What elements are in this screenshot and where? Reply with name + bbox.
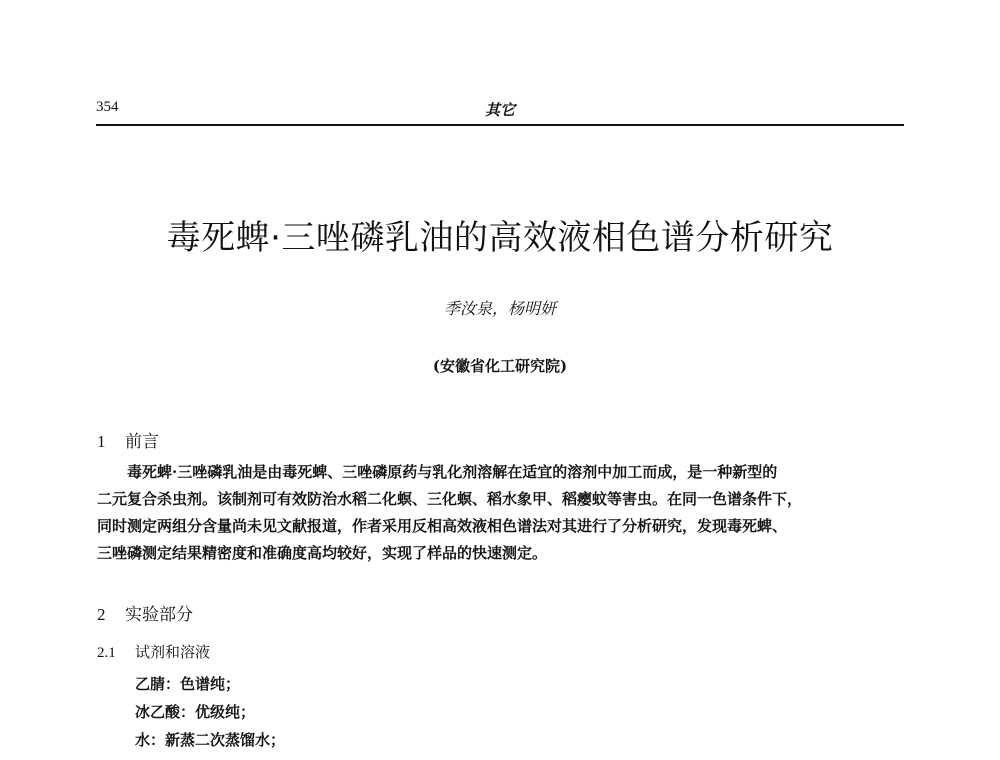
reagent-item: 乙腈：色谱纯； bbox=[135, 675, 241, 693]
header-rule bbox=[96, 124, 904, 126]
running-head-section: 其它 bbox=[484, 101, 515, 119]
subsection-number: 2.1 bbox=[97, 645, 116, 661]
section-title: 前言 bbox=[125, 432, 159, 452]
paper-title: 毒死蜱·三唑磷乳油的高效液相色谱分析研究 bbox=[166, 218, 834, 258]
affiliation: (安徽省化工研究院) bbox=[432, 357, 568, 375]
intro-paragraph bbox=[97, 459, 903, 567]
paragraph-line: 二元复合杀虫剂。该制剂可有效防治水稻二化螟、三化螟、稻水象甲、稻瘿蚊等害虫。在同一色谱条件下， bbox=[97, 490, 803, 508]
authors: 季汝泉，杨明妍 bbox=[443, 299, 556, 318]
reagent-list bbox=[135, 670, 285, 754]
section-heading-intro bbox=[97, 427, 159, 452]
paragraph-line: 三唑磷测定结果精密度和准确度高均较好，实现了样品的快速测定。 bbox=[97, 544, 548, 562]
paragraph-line: 毒死蜱·三唑磷乳油是由毒死蜱、三唑磷原药与乳化剂溶解在适宜的溶剂中加工而成，是一种新型的 bbox=[127, 463, 778, 481]
page-number: 354 bbox=[96, 99, 119, 115]
subsection-title: 试剂和溶液 bbox=[135, 643, 211, 661]
paragraph-line: 同时测定两组分含量尚未见文献报道，作者采用反相高效液相色谱法对其进行了分析研究，发现毒死蜱、 bbox=[97, 517, 788, 535]
subsection-heading bbox=[97, 641, 210, 662]
section-title: 实验部分 bbox=[125, 605, 193, 625]
reagent-item: 冰乙酸：优级纯； bbox=[135, 703, 256, 721]
section-heading-experiment bbox=[97, 600, 193, 625]
running-head bbox=[96, 99, 904, 125]
reagent-item: 水：新蒸二次蒸馏水； bbox=[135, 731, 286, 749]
section-number: 1 bbox=[97, 432, 106, 451]
section-number: 2 bbox=[97, 605, 106, 624]
